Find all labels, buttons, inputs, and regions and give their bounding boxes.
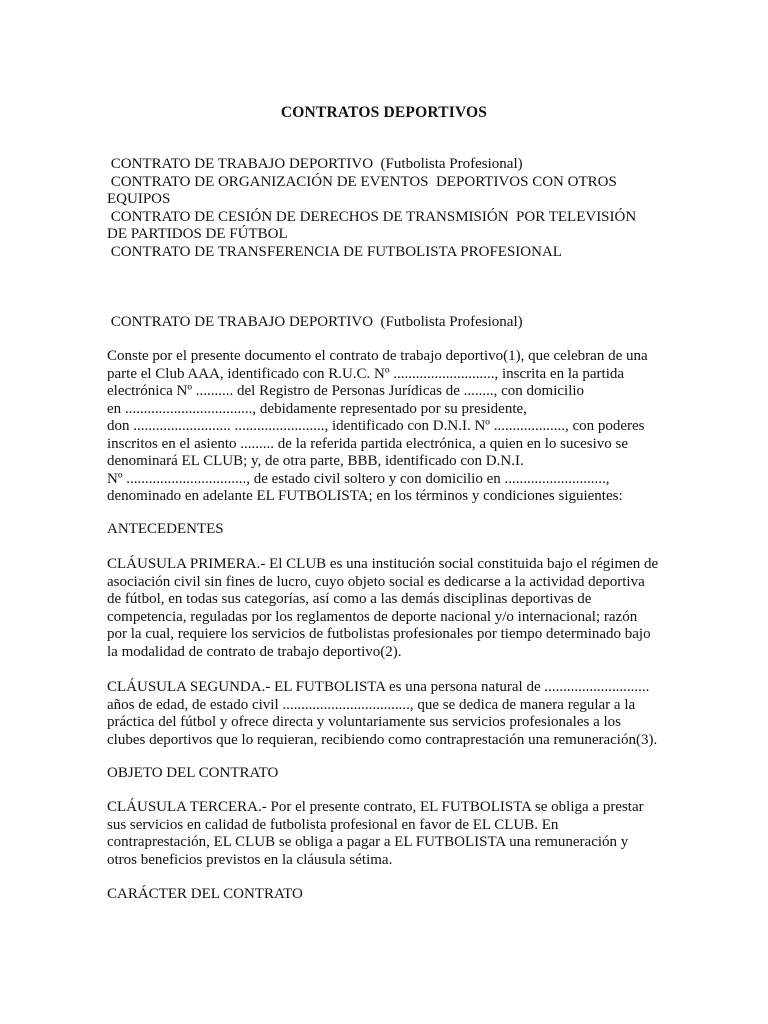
paragraph-line: en .................................., debidamente representado por su presidente, [107,400,527,417]
paragraph-line: asociación civil sin fines de lucro, cuyo objeto social es dedicarse a la actividad deportiva [107,573,645,590]
clausula-primera [107,556,667,661]
paragraph-line: inscritos en el asiento ......... de la referida partida electrónica, a quien en lo sucesivo se [107,435,629,452]
paragraph-line: parte el Club AAA, identificado con R.U.C. Nº ..........................., inscrita en la partida [107,365,625,382]
index-line: CONTRATO DE ORGANIZACIÓN DE EVENTOS DEPORTIVOS CON OTROS [107,173,617,190]
heading-objeto [107,765,667,783]
paragraph-line: Conste por el presente documento el contrato de trabajo deportivo(1), que celebran de una [107,348,648,364]
paragraph-line: años de edad, de estado civil .................................., que se dedica de manera regular a la [107,696,636,713]
paragraph-line: don .......................... ........................, identificado con D.N.I. Nº ..................., con poderes [107,418,645,434]
paragraph-line: competencia, reguladas por los reglamentos de deporte nacional y/o internacional; razón [107,608,638,625]
index-line: CONTRATO DE TRABAJO DEPORTIVO (Futbolista Profesional) [107,156,523,172]
index-line: CONTRATO DE TRANSFERENCIA DE FUTBOLISTA PROFESIONAL [107,243,562,260]
clausula-segunda [107,679,667,749]
index-line: CONTRATO DE CESIÓN DE DERECHOS DE TRANSMISIÓN POR TELEVISIÓN [107,208,637,225]
paragraph-line: contraprestación, EL CLUB se obliga a pagar a EL FUTBOLISTA una remuneración y [107,834,629,850]
paragraph-line: práctica del fútbol y ofrece directa y voluntariamente sus servicios profesionales a los [107,714,621,730]
paragraph-line: CLÁUSULA SEGUNDA.- EL FUTBOLISTA es una persona natural de ............................ [107,679,650,695]
paragraph-line: Nº ................................, de estado civil soltero y con domicilio en ..........................., [107,470,610,487]
paragraph-line: otros beneficios previstos en la cláusula sétima. [107,851,393,868]
section-heading [107,314,667,332]
index-line: EQUIPOS [107,191,171,207]
index-line: DE PARTIDOS DE FÚTBOL [107,226,288,242]
heading-text: ANTECEDENTES [107,521,224,537]
paragraph-line: clubes deportivos que lo requieran, recibiendo como contraprestación una remuneración(3). [107,731,658,748]
paragraph-line: la modalidad de contrato de trabajo deportivo(2). [107,643,402,660]
intro-paragraph [107,348,667,506]
paragraph-line: sus servicios en calidad de futbolista profesional en favor de EL CLUB. En [107,816,559,833]
paragraph-line: por la cual, requiere los servicios de futbolistas profesionales por tiempo determinado bajo [107,626,651,642]
heading-caracter [107,886,667,904]
clausula-tercera [107,799,667,869]
heading-antecedentes [107,521,667,539]
paragraph-line: denominado en adelante EL FUTBOLISTA; en los términos y condiciones siguientes: [107,488,623,504]
paragraph-line: denominará EL CLUB; y, de otra parte, BBB, identificado con D.N.I. [107,453,524,469]
heading-text: CARÁCTER DEL CONTRATO [107,886,303,902]
paragraph-line: electrónica Nº .......... del Registro de Personas Jurídicas de ........, con domicilio [107,383,585,399]
paragraph-line: de fútbol, en todas sus categorías, así como a las demás disciplinas deportivas de [107,591,592,607]
paragraph-line: CLÁUSULA TERCERA.- Por el presente contrato, EL FUTBOLISTA se obliga a prestar [107,799,644,815]
document-title: CONTRATOS DEPORTIVOS [280,104,488,121]
contracts-index [107,156,667,261]
heading-text: OBJETO DEL CONTRATO [107,765,279,781]
paragraph-line: CLÁUSULA PRIMERA.- El CLUB es una institución social constituida bajo el régimen de [107,556,659,572]
section-heading-text: CONTRATO DE TRABAJO DEPORTIVO (Futbolista Profesional) [107,314,523,330]
